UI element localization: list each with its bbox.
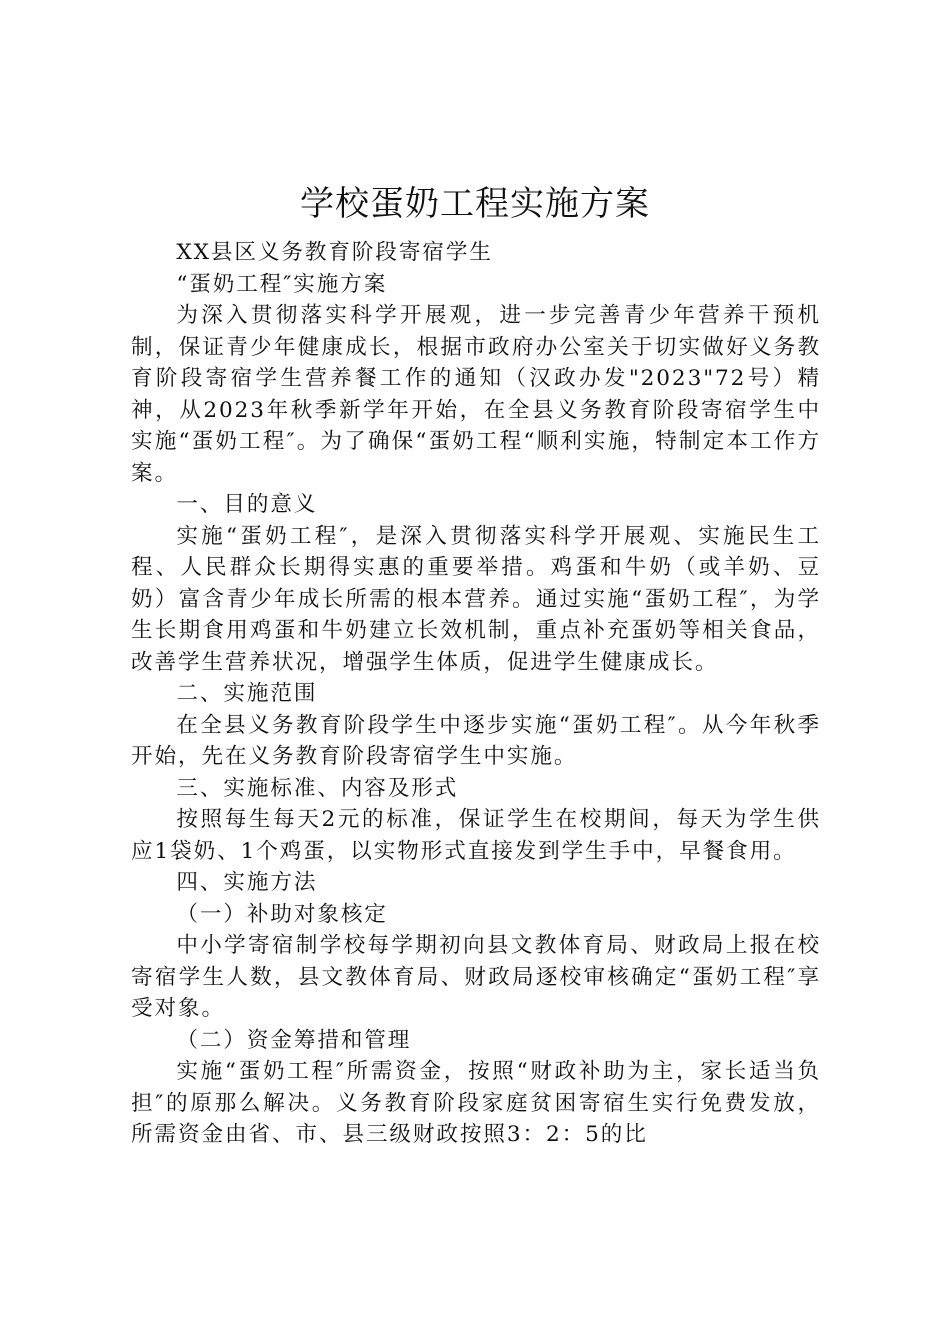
- document-title: 学校蛋奶工程实施方案: [300, 184, 650, 224]
- section-heading-1: 一、目的意义: [176, 492, 318, 517]
- subtitle-line-2: “蛋奶工程″实施方案: [176, 271, 388, 297]
- section-heading-2: 二、实施范围: [176, 681, 318, 706]
- subtitle-line-1: XX县区义务教育阶段寄宿学生: [176, 240, 493, 265]
- subsection-paragraph-2: 实施“蛋奶工程″所需资金，按照“财政补助为主，家长适当负担″的原那么解决。义务教育阶段家庭贫困寄宿生实行免费发放，所需资金由省、市、县三级财政按照3：2：5的比: [131, 1059, 821, 1147]
- section-heading-3: 三、实施标准、内容及形式: [176, 775, 459, 801]
- subsection-heading-1: （一）补助对象核定: [176, 901, 388, 927]
- intro-paragraph: 为深入贯彻落实科学开展观，进一步完善青少年营养干预机制，保证青少年健康成长，根据市政府办公室关于切实做好义务教育阶段寄宿学生营养餐工作的通知（汉政办发"2023"72号）精神，从2023年秋季新学年开始，在全县义务教育阶段寄宿学生中实施“蛋奶工程″。为了确保“蛋奶工程“顺利实施，特制定本工作方案。: [131, 303, 821, 486]
- section-paragraph-3: 按照每生每天2元的标准，保证学生在校期间，每天为学生供应1袋奶、1个鸡蛋，以实物形式直接发到学生手中，早餐食用。: [131, 807, 821, 864]
- subsection-heading-2: （二）资金筹措和管理: [176, 1027, 412, 1053]
- section-paragraph-2: 在全县义务教育阶段学生中逐步实施“蛋奶工程″。从今年秋季开始，先在义务教育阶段寄宿学生中实施。: [131, 712, 821, 769]
- subsection-paragraph-1: 中小学寄宿制学校每学期初向县文教体育局、财政局上报在校寄宿学生人数，县文教体育局、财政局逐校审核确定“蛋奶工程″享受对象。: [131, 933, 821, 1021]
- section-paragraph-1: 实施“蛋奶工程″，是深入贯彻落实科学开展观、实施民生工程、人民群众长期得实惠的重要举措。鸡蛋和牛奶（或羊奶、豆奶）富含青少年成长所需的根本营养。通过实施“蛋奶工程″，为学生长期食用鸡蛋和牛奶建立长效机制，重点补充蛋奶等相关食品，改善学生营养状况，增强学生体质，促进学生健康成长。: [131, 523, 821, 675]
- document-body: [131, 237, 821, 1151]
- section-heading-4: 四、实施方法: [176, 870, 318, 895]
